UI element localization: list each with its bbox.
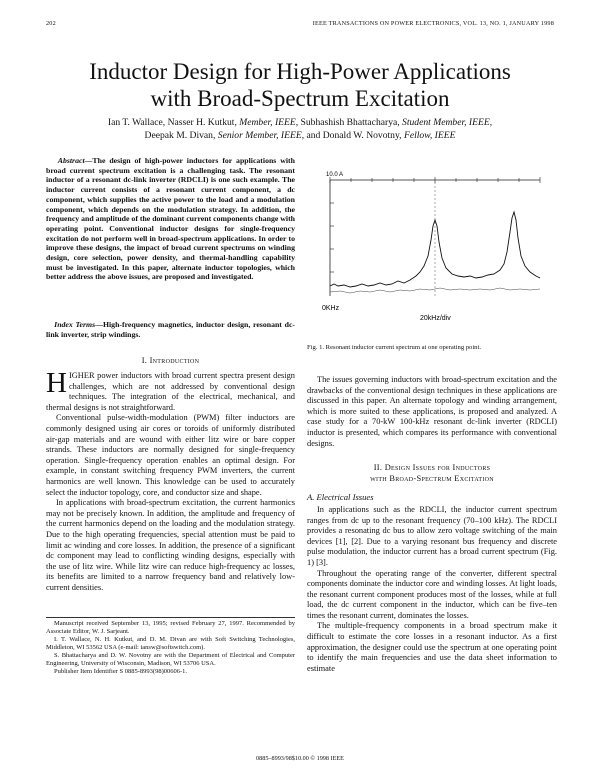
figure-label-division: 20kHz/div (420, 315, 451, 322)
footnotes (46, 620, 295, 676)
footnote-2: I. T. Wallace, N. H. Kutkut, and D. M. Divan are with Soft Switching Technologies, Middleton, WI 53562 USA (e-mail: iansw@softswitch.com). (46, 636, 295, 651)
spectrum-plot (320, 168, 552, 328)
section-2-title-line-2: with Broad-Spectrum Excitation (370, 473, 494, 483)
author-2: , Subhashish Bhattacharya, (295, 117, 403, 128)
right-paragraph-3: Throughout the operating range of the converter, different spectral components dominate the inductor core and winding losses. At light loads, the resonant current component produces most of the losses, while at full load, the dc current component in the inductor, which can be five–ten times the resonant current, dominates the losses. (307, 568, 557, 620)
figure-label-origin: 0KHz (322, 305, 340, 312)
figure-label-top: 10.0 A (326, 172, 344, 178)
right-paragraph-2: In applications such as the RDCLI, the inductor current spectrum ranges from dc up to the resonant frequency (70–100 kHz). The RDCLI provides a resonating dc bus to allow zero voltage switching of the main devices [1], [2]. Due to a varying resonant bus frequency and discrete pulse modulation, the inductor current has a broad current spectrum (Fig. 1) [3]. (307, 504, 557, 567)
intro-p1-text: IGHER power inductors with broad current spectra present design challenges, which are not addressed by conventional design techniques. The integration of the electrical, mechanical, and thermal designs is not straightforward. (46, 371, 295, 412)
left-column-body (46, 367, 295, 593)
footnote-4: Publisher Item Identifier S 0885-8993(98)00606-1. (54, 668, 188, 675)
footnote-rule (46, 617, 295, 618)
section-1-heading (46, 356, 295, 365)
title-line-1: Inductor Design for High-Power Applications (89, 59, 511, 84)
subsection-a-heading: A. Electrical Issues (307, 492, 374, 503)
abstract-lead: Abstract— (57, 156, 93, 165)
figure-1 (320, 168, 552, 328)
author-1: Ian T. Wallace, Nasser H. Kutkut, (107, 117, 240, 128)
index-terms-lead: Index Terms (54, 320, 96, 329)
abstract (46, 156, 295, 282)
intro-paragraph-3: In applications with broad-spectrum excitation, the current harmonics may not be precisely known. In addition, the amplitude and frequency of the current harmonics depend on the loading and the modulation strategy. Due to the high operating frequencies, special attention must be paid to limit ac winding and core losses. In addition, the presence of a significant dc component may lead to conflicting winding designs, especially with the use of litz wire. While litz wire can reduce high-frequency ac losses, its benefits are limited to a narrow frequency band and relatively low-current densities. (46, 498, 295, 592)
page-number: 202 (46, 20, 56, 27)
section-1-number: I. (141, 356, 150, 365)
section-1-title: Introduction (149, 356, 200, 365)
author-list: Ian T. Wallace, Nasser H. Kutkut, Member, IEEE, Subhashish Bhattacharya, Student Member, IEEE, Deepak M. Divan, Senior Member, IEEE, and Donald W. Novotny, Fellow, IEEE (107, 117, 493, 141)
copyright-footer: 0885–8993/98$10.00 © 1998 IEEE (256, 755, 344, 762)
footnote-3: S. Bhattacharya and D. W. Novotny are with the Department of Electrical and Computer Engineering, University of Wisconsin, Madison, WI 53706 USA. (46, 652, 295, 667)
drop-cap: H (46, 367, 67, 399)
author-4: , and Donald W. Novotny, (301, 129, 404, 141)
section-2-number: II. (373, 463, 385, 473)
index-terms (46, 320, 295, 339)
index-terms-text: —High-frequency magnetics, inductor design, resonant dc-link inverter, strip windings. (46, 320, 296, 339)
right-paragraph-1: The issues governing inductors with broad-spectrum excitation and the drawbacks of the conventional design techniques in these applications are discussed in this paper. An alternate topology and winding arrangement, which is more suited to these applications, is proposed and analyzed. A case study for a 70-kW 100-kHz resonant dc-link inverter (RDCLI) inductor is presented, which compares its performance with conventional designs. (307, 375, 557, 448)
footnote-1: Manuscript received September 13, 1995; revised February 27, 1997. Recommended by Associate Editor, W. J. Sarjeant. (46, 620, 295, 635)
journal-header: IEEE TRANSACTIONS ON POWER ELECTRONICS, VOL. 13, NO. 1, JANUARY 1998 (312, 20, 554, 27)
left-axis-ticks (330, 203, 334, 272)
author-3-role: Senior Member, IEEE (217, 129, 302, 141)
intro-paragraph-1 (46, 367, 295, 413)
author-3: Deepak M. Divan, (144, 129, 218, 141)
paper-title (0, 58, 600, 112)
author-1-role: Member, IEEE (239, 117, 296, 128)
right-column-body (307, 375, 557, 674)
title-line-2: with Broad-Spectrum Excitation (150, 86, 450, 111)
section-2-title-line-1: Design Issues for Inductors (384, 463, 491, 473)
section-2-heading (307, 463, 557, 484)
author-2-role: Student Member, IEEE (402, 117, 490, 128)
figure-1-caption: Fig. 1. Resonant inductor current spectrum at one operating point. (307, 344, 481, 351)
author-4-role: Fellow, IEEE (403, 129, 456, 141)
intro-paragraph-2: Conventional pulse-width-modulation (PWM) filter inductors are commonly designed using air cores or toroids of uniformly distributed air-gap materials and are wound with either litz wire or bare copper strands. These inductors are normally designed for single-frequency operation. Single-frequency operation enables an optimal design. For example, in constant switching frequency PWM inverters, the current harmonics are well known. This knowledge can be used to accurately select the inductor topology, core, and conductor size and shape. (46, 413, 295, 497)
right-paragraph-4: The multiple-frequency components in a broad spectrum make it difficult to estimate the core losses in a resonant inductor. As a first approximation, the designer could use the spectrum at one operating point to identify the main frequencies and use the data sheet information to estimate (307, 621, 557, 673)
abstract-text: The design of high-power inductors for applications with broad current spectrum excitation is a challenging task. The resonant inductor of a resonant dc-link inverter (RDCLI) is one such example. The inductor current consists of a resonant current component, a dc component, which supplies the active power to the load and a modulation component, which depends on the modulation strategy. In addition, the frequency and amplitude of the dominant current components change with operating point. Conventional inductor designs for single-frequency excitation do not perform well in broad-spectrum applications. In order to improve these designs, the impact of broad current spectrums on winding design, core selection, power density, and thermal-handling capability must be investigated. In this paper, alternate inductor topologies, which better address the above issues, are proposed and investigated. (46, 156, 296, 282)
